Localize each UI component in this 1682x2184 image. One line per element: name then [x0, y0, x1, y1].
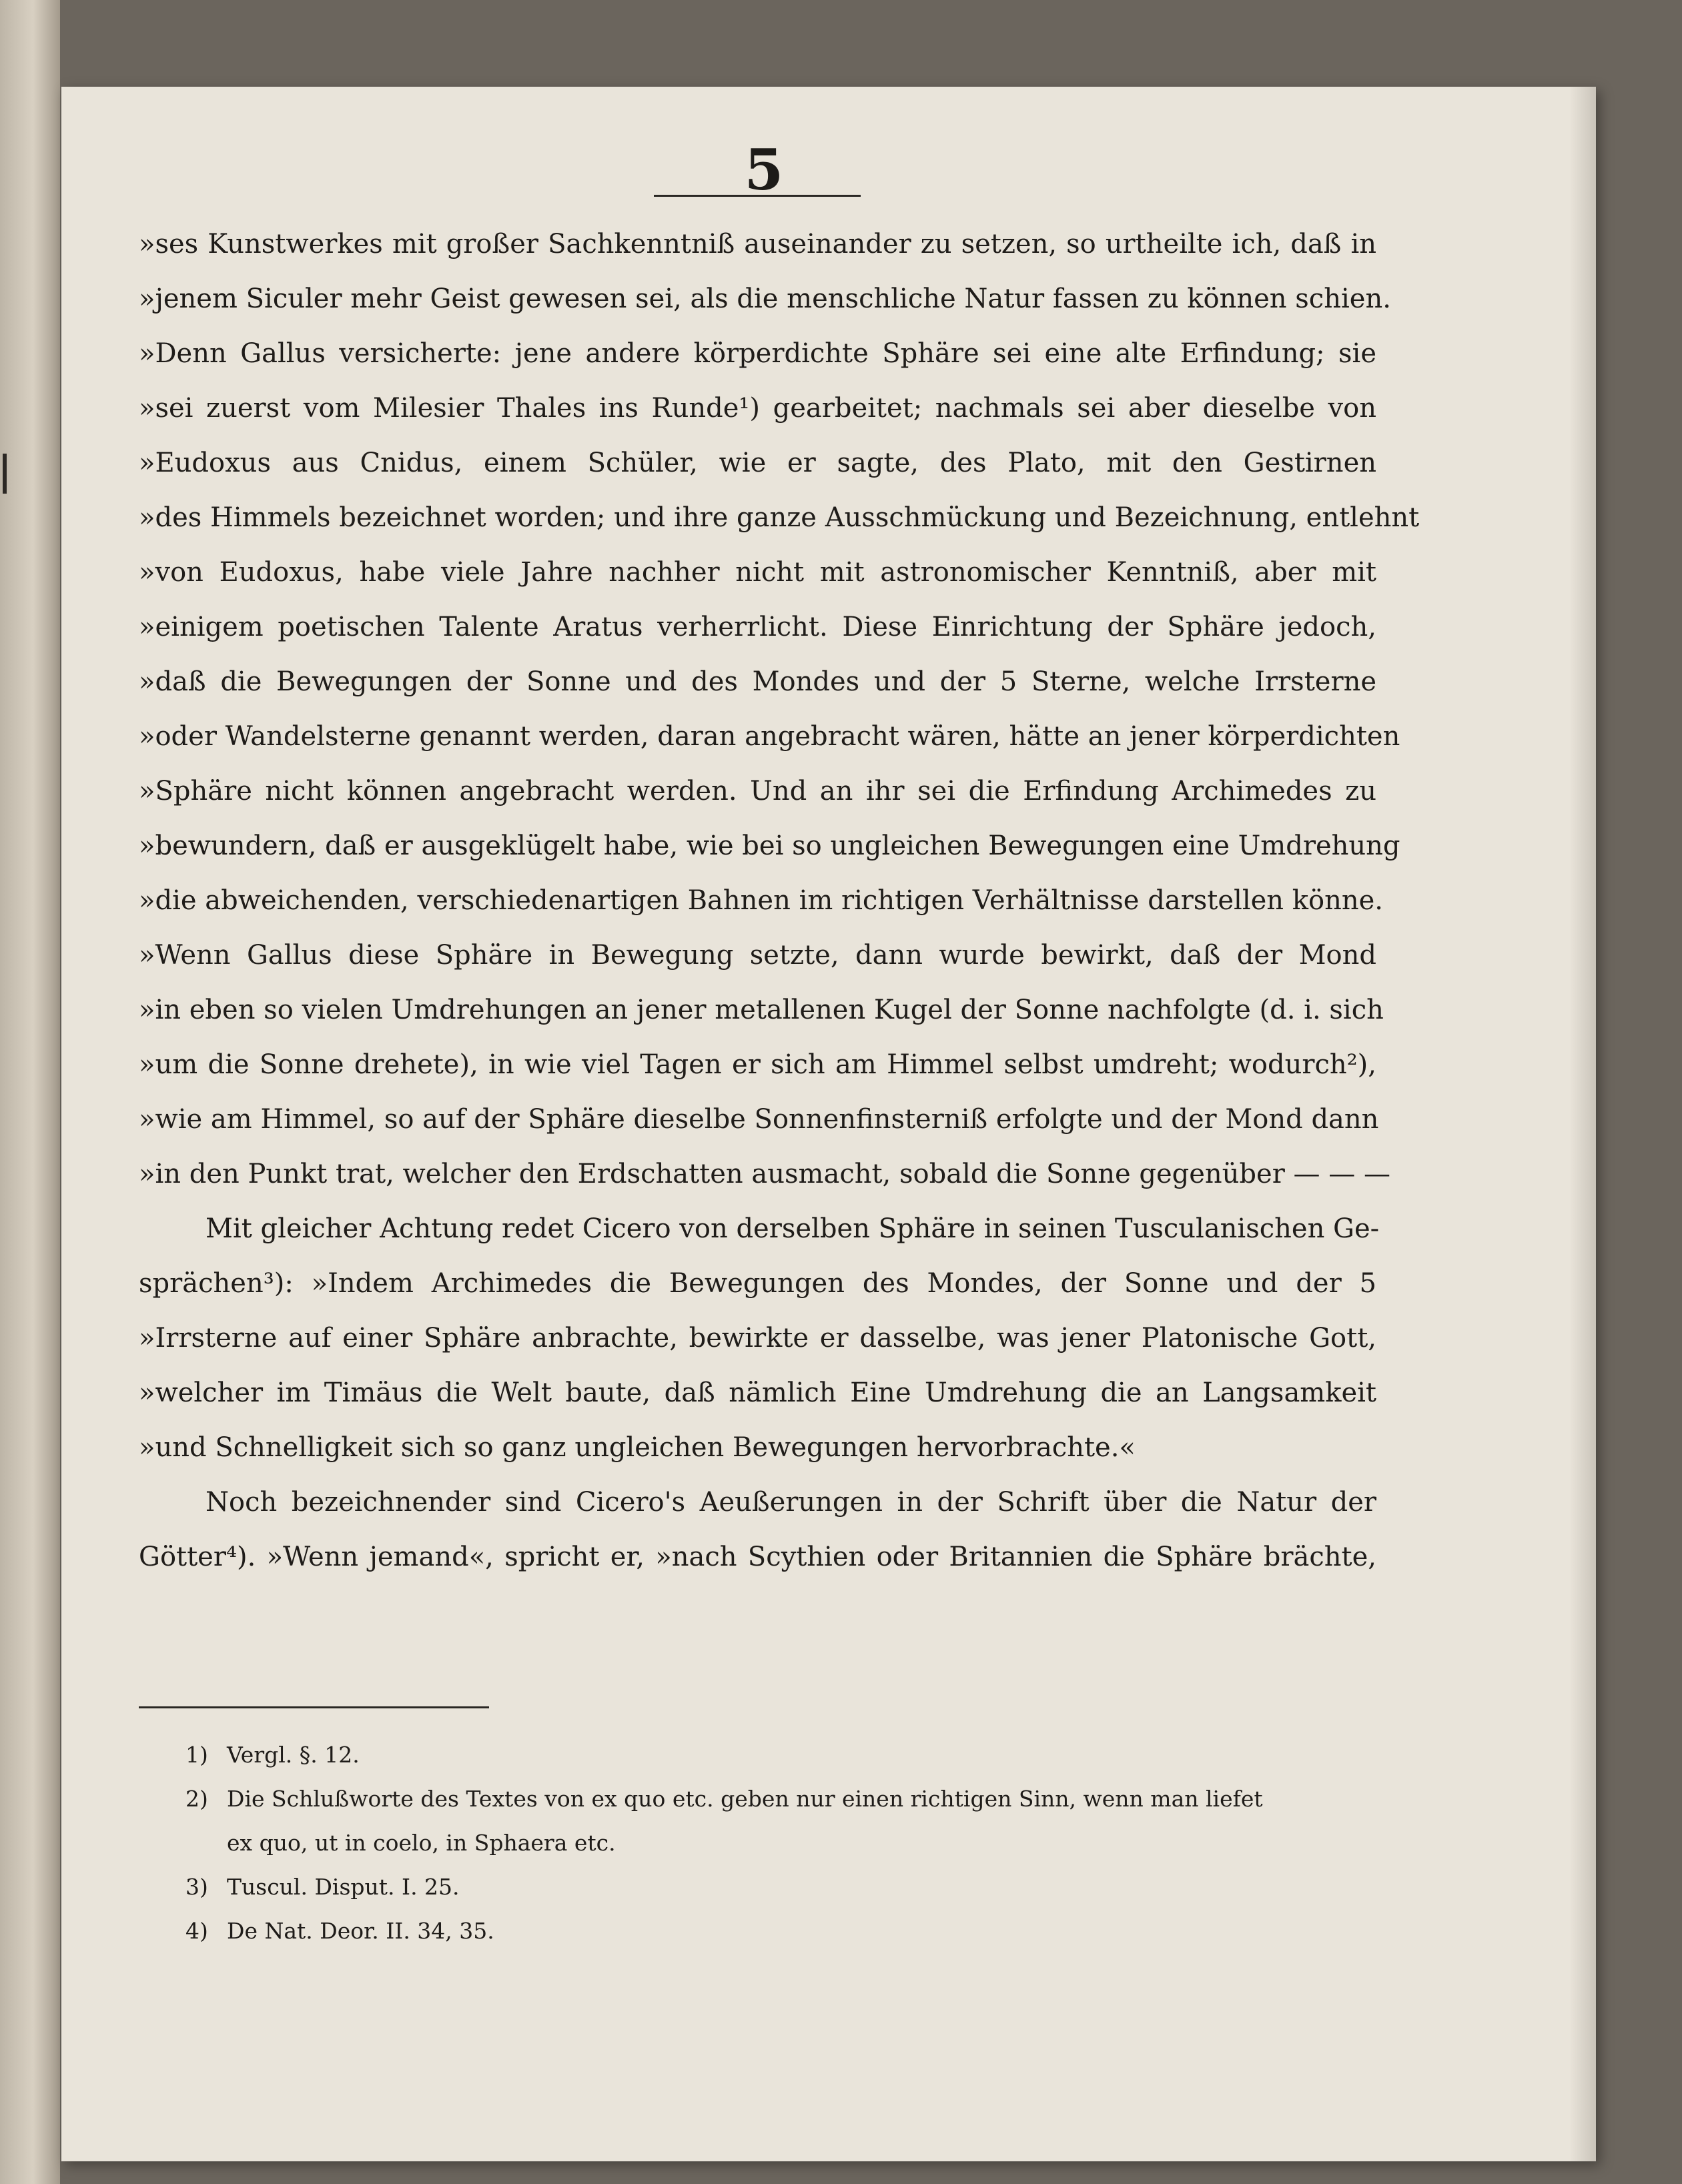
text-line: »die abweichenden, verschiedenartigen Bahnen im richtigen Verhältnisse darstellen könne. [139, 885, 1383, 916]
footnote-number: 1) [185, 1742, 208, 1768]
text-line: »welcher im Timäus die Welt baute, daß nämlich Eine Umdrehung die an Langsamkeit [139, 1378, 1376, 1408]
text-line: »jenem Siculer mehr Geist gewesen sei, als die menschliche Natur fassen zu können schien. [139, 284, 1391, 314]
footnote-rule [139, 1706, 489, 1708]
footnote-text: Vergl. §. 12. [227, 1742, 360, 1768]
footnote [185, 1909, 1376, 1953]
text-line: »einigem poetischen Talente Aratus verherrlicht. Diese Einrichtung der Sphäre jedoch, [139, 612, 1376, 642]
footnote-continuation [185, 1821, 1376, 1865]
text-line: »bewundern, daß er ausgeklügelt habe, wie bei so ungleichen Bewegungen eine Umdrehung [139, 831, 1400, 861]
footnote-text: Die Schlußworte des Textes von ex quo etc. geben nur einen richtigen Sinn, wenn man liefet [227, 1786, 1263, 1812]
text-line: »Wenn Gallus diese Sphäre in Bewegung setzte, dann wurde bewirkt, daß der Mond [139, 940, 1376, 971]
text-line: Mit gleicher Achtung redet Cicero von derselben Sphäre in seinen Tusculanischen Ge- [205, 1213, 1380, 1244]
footnote-text: Tuscul. Disput. I. 25. [227, 1874, 460, 1900]
text-line: »von Eudoxus, habe viele Jahre nachher nicht mit astronomischer Kenntniß, aber mit [139, 557, 1376, 588]
page-number: 5 [744, 137, 784, 203]
edge-mark [3, 454, 7, 494]
footnote-number: 4) [185, 1918, 208, 1944]
text-line: »daß die Bewegungen der Sonne und des Mondes und der 5 Sterne, welche Irrsterne [139, 666, 1376, 697]
footnote-number: 3) [185, 1874, 208, 1900]
text-line: »oder Wandelsterne genannt werden, daran angebracht wären, hätte an jener körperdichten [139, 721, 1400, 752]
page-curl-shadow [1569, 87, 1596, 2161]
footnote-text: ex quo, ut in coelo, in Sphaera etc. [227, 1830, 616, 1856]
text-line: »sei zuerst vom Milesier Thales ins Runde¹) gearbeitet; nachmals sei aber dieselbe von [139, 393, 1376, 424]
body-text [139, 217, 1420, 1584]
text-line: »Sphäre nicht können angebracht werden. Und an ihr sei die Erfindung Archimedes zu [139, 776, 1376, 806]
footnote-text: De Nat. Deor. II. 34, 35. [227, 1918, 494, 1944]
footnotes [185, 1733, 1376, 1953]
text-line: »Eudoxus aus Cnidus, einem Schüler, wie er sagte, des Plato, mit den Gestirnen [139, 448, 1376, 478]
text-line: »wie am Himmel, so auf der Sphäre dieselbe Sonnenfinsterniß erfolgte und der Mond dann [139, 1104, 1379, 1135]
text-line: »in eben so vielen Umdrehungen an jener metallenen Kugel der Sonne nachfolgte (d. i. sich [139, 995, 1384, 1025]
text-line: »Irrsterne auf einer Sphäre anbrachte, bewirkte er dasselbe, was jener Platonische Gott, [139, 1323, 1376, 1353]
footnote-number: 2) [185, 1786, 208, 1812]
text-line: »des Himmels bezeichnet worden; und ihre ganze Ausschmückung und Bezeichnung, entlehnt [139, 502, 1420, 533]
text-line: Noch bezeichnender sind Cicero's Aeußerungen in der Schrift über die Natur der [205, 1487, 1376, 1518]
text-line: sprächen³): »Indem Archimedes die Bewegungen des Mondes, der Sonne und der 5 [139, 1268, 1376, 1299]
text-line: »ses Kunstwerkes mit großer Sachkenntniß auseinander zu setzen, so urtheilte ich, daß in [139, 229, 1376, 259]
text-line: »in den Punkt trat, welcher den Erdschatten ausmacht, sobald die Sonne gegenüber — — — [139, 1159, 1390, 1189]
footnote [185, 1777, 1376, 1821]
text-line: »Denn Gallus versicherte: jene andere körperdichte Sphäre sei eine alte Erfindung; sie [139, 338, 1376, 369]
footnote [185, 1865, 1376, 1909]
page-number-rule [654, 195, 861, 197]
text-line: »um die Sonne drehete), in wie viel Tagen er sich am Himmel selbst umdreht; wodurch²), [139, 1049, 1376, 1080]
left-page-edge [0, 0, 60, 2184]
text-line: »und Schnelligkeit sich so ganz ungleichen Bewegungen hervorbrachte.« [139, 1432, 1136, 1463]
footnote [185, 1733, 1376, 1777]
text-line: Götter⁴). »Wenn jemand«, spricht er, »nach Scythien oder Britannien die Sphäre brächte, [139, 1542, 1376, 1572]
